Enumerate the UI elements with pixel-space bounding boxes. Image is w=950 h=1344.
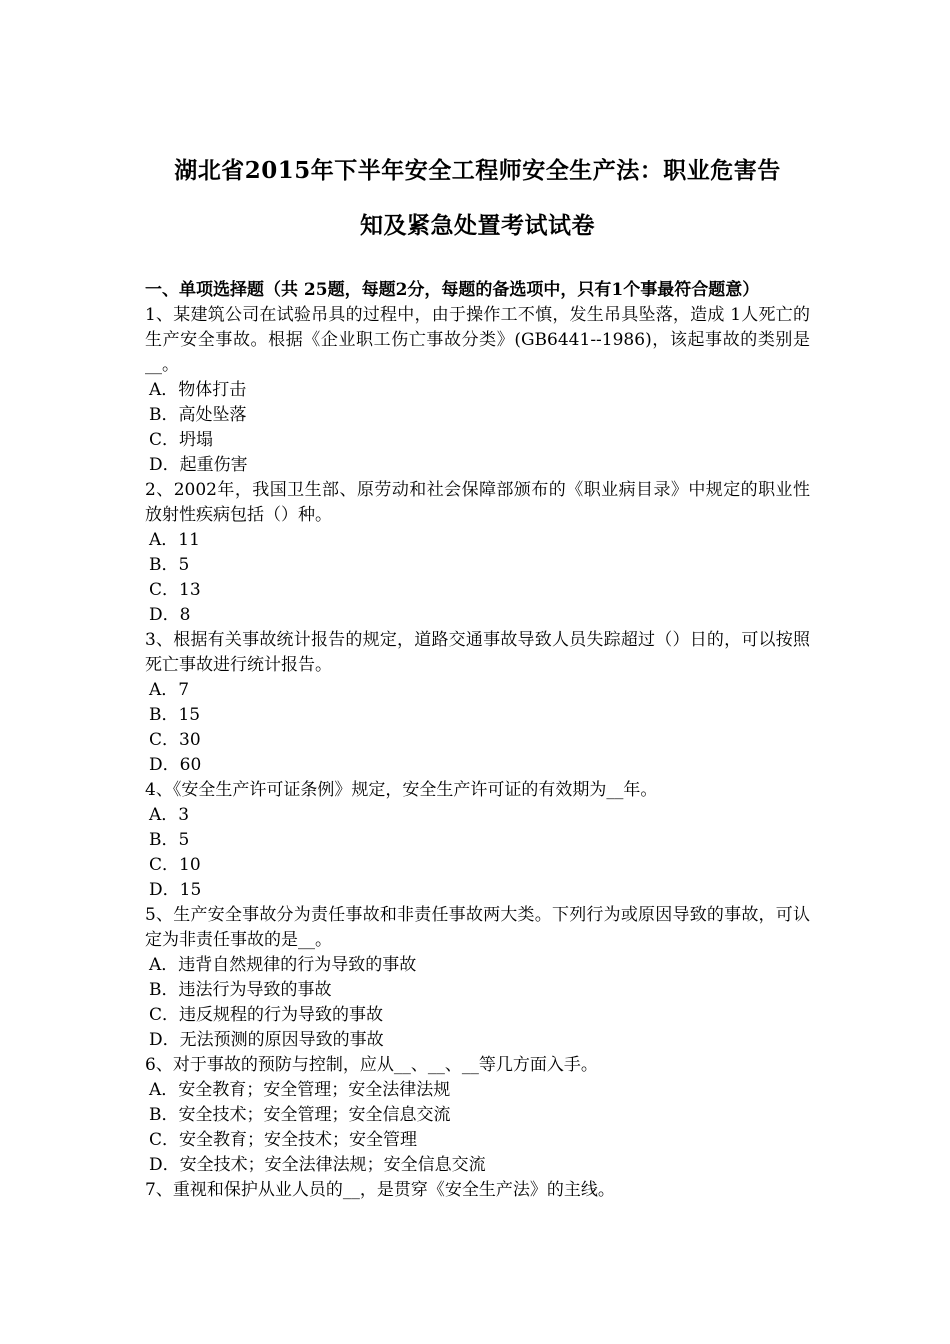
question-3-option-a: A．7 bbox=[149, 680, 190, 700]
question-3-option-c: C．30 bbox=[149, 730, 201, 750]
question-2-option-a: A．11 bbox=[149, 530, 200, 550]
section-heading: 一、单项选择题（共 25题，每题2分，每题的备选项中，只有1个事最符合题意） bbox=[145, 280, 760, 300]
question-4-option-a: A．3 bbox=[149, 805, 190, 825]
question-stem-2: 2、2002年，我国卫生部、原劳动和社会保障部颁布的《职业病目录》中规定的职业性放射性疾病包括（）种。 bbox=[145, 480, 810, 525]
question-6-option-c: C．安全教育；安全技术；安全管理 bbox=[149, 1130, 418, 1150]
question-5-option-b: B．违法行为导致的事故 bbox=[149, 980, 332, 1000]
question-stem-6: 6、对于事故的预防与控制，应从__、__、__等几方面入手。 bbox=[145, 1055, 598, 1075]
question-stem-7: 7、重视和保护从业人员的__，是贯穿《安全生产法》的主线。 bbox=[145, 1180, 615, 1200]
document-page bbox=[145, 0, 810, 1203]
question-stem-4: 4、《安全生产许可证条例》规定，安全生产许可证的有效期为__年。 bbox=[145, 780, 658, 800]
question-5-option-c: C．违反规程的行为导致的事故 bbox=[149, 1005, 384, 1025]
question-stem-3: 3、根据有关事故统计报告的规定，道路交通事故导致人员失踪超过（）日的，可以按照死亡事故进行统计报告。 bbox=[145, 630, 810, 675]
question-5-option-a: A．违背自然规律的行为导致的事故 bbox=[149, 955, 417, 975]
question-4-option-d: D．15 bbox=[149, 880, 202, 900]
question-1-option-d: D．起重伤害 bbox=[149, 455, 248, 475]
question-5-option-d: D．无法预测的原因导致的事故 bbox=[149, 1030, 384, 1050]
question-6-option-d: D．安全技术；安全法律法规；安全信息交流 bbox=[149, 1155, 486, 1175]
question-6-option-b: B．安全技术；安全管理；安全信息交流 bbox=[149, 1105, 451, 1125]
question-1-option-a: A．物体打击 bbox=[149, 380, 247, 400]
question-stem-1: 1、某建筑公司在试验吊具的过程中，由于操作工不慎，发生吊具坠落，造成 1人死亡的生产安全事故。根据《企业职工伤亡事故分类》(GB6441--1986)，该起事故的类别是__。 bbox=[145, 305, 810, 375]
title-line-1: 湖北省2015年下半年安全工程师安全生产法：职业危害告 bbox=[174, 157, 781, 184]
question-1-option-b: B．高处坠落 bbox=[149, 405, 247, 425]
question-stem-5: 5、生产安全事故分为责任事故和非责任事故两大类。下列行为或原因导致的事故，可认定为非责任事故的是__。 bbox=[145, 905, 810, 950]
question-4-option-b: B．5 bbox=[149, 830, 190, 850]
title-line-2: 知及紧急处置考试试卷 bbox=[360, 212, 595, 239]
question-3-option-b: B．15 bbox=[149, 705, 201, 725]
question-4-option-c: C．10 bbox=[149, 855, 201, 875]
question-list bbox=[145, 303, 810, 1203]
question-3-option-d: D．60 bbox=[149, 755, 202, 775]
question-2-option-b: B．5 bbox=[149, 555, 190, 575]
question-2-option-d: D．8 bbox=[149, 605, 191, 625]
document-title bbox=[145, 0, 810, 253]
question-6-option-a: A．安全教育；安全管理；安全法律法规 bbox=[149, 1080, 451, 1100]
question-2-option-c: C．13 bbox=[149, 580, 201, 600]
question-1-option-c: C．坍塌 bbox=[149, 430, 214, 450]
